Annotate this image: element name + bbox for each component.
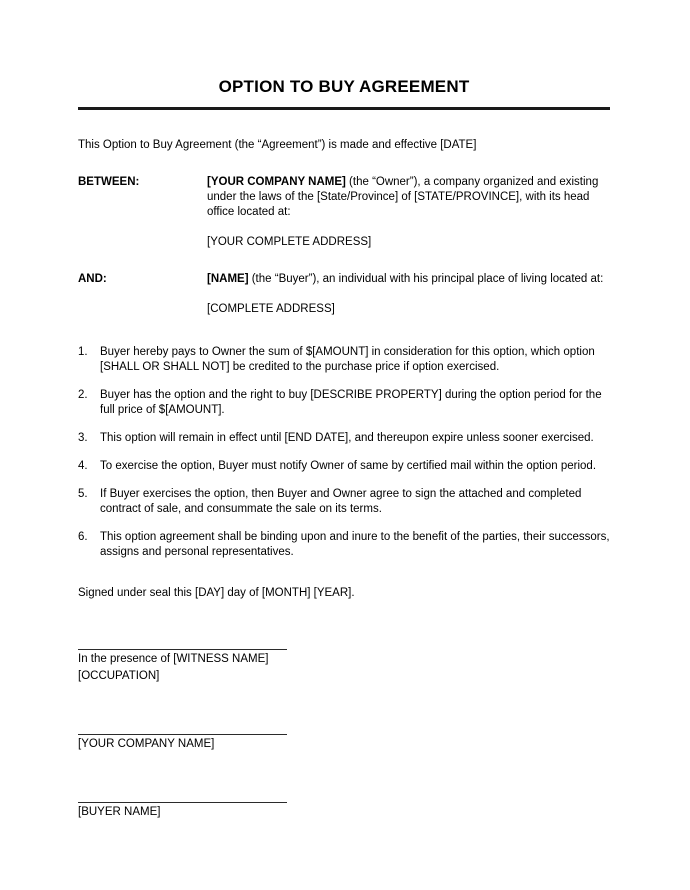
clause-number: 1. bbox=[78, 346, 88, 358]
party-description-owner bbox=[207, 175, 610, 220]
signature-caption: [BUYER NAME] bbox=[78, 806, 161, 818]
signature-block-witness bbox=[78, 649, 287, 684]
party-rest-buyer: (the “Buyer”), an individual with his principal place of living located at: bbox=[248, 273, 604, 285]
signature-line bbox=[78, 802, 287, 803]
clause-item bbox=[78, 388, 610, 418]
party-name-buyer: [NAME] bbox=[207, 273, 249, 285]
document-body bbox=[78, 0, 610, 820]
clause-list bbox=[78, 345, 610, 560]
clause-item bbox=[78, 487, 610, 517]
signature-block-company bbox=[78, 734, 287, 752]
intro-paragraph: This Option to Buy Agreement (the “Agreement”) is made and effective [DATE] bbox=[78, 139, 477, 151]
clause-text: Buyer has the option and the right to buy [DESCRIBE PROPERTY] during the option period for the full price of $[AMOUNT]. bbox=[100, 389, 602, 416]
party-details-buyer bbox=[207, 272, 610, 317]
signature-line bbox=[78, 649, 287, 650]
clause-item bbox=[78, 530, 610, 560]
party-rest-owner: (the “Owner”), a company organized and existing under the laws of the [State/Province] of [STATE/PROVINCE], with its head office located at: bbox=[207, 176, 599, 218]
party-name-owner: [YOUR COMPANY NAME] bbox=[207, 176, 346, 188]
party-description-buyer bbox=[207, 272, 610, 287]
signature-caption: [YOUR COMPANY NAME] bbox=[78, 738, 215, 750]
clause-number: 6. bbox=[78, 531, 88, 543]
signature-caption: In the presence of [WITNESS NAME] bbox=[78, 653, 269, 665]
party-label-between: BETWEEN: bbox=[78, 176, 140, 188]
clause-item bbox=[78, 431, 610, 446]
party-block-owner bbox=[78, 175, 610, 250]
clause-item bbox=[78, 459, 610, 474]
clause-text: If Buyer exercises the option, then Buyer and Owner agree to sign the attached and completed contract of sale, and consummate the sale on its terms. bbox=[100, 488, 582, 515]
signature-block-buyer bbox=[78, 802, 287, 820]
party-label-and: AND: bbox=[78, 273, 107, 285]
title-divider bbox=[78, 107, 610, 110]
signed-under-seal-statement: Signed under seal this [DAY] day of [MONTH] [YEAR]. bbox=[78, 587, 355, 599]
signature-line bbox=[78, 734, 287, 735]
clause-text: To exercise the option, Buyer must notify Owner of same by certified mail within the option period. bbox=[100, 460, 597, 472]
page-title: OPTION TO BUY AGREEMENT bbox=[218, 77, 470, 96]
clause-number: 3. bbox=[78, 432, 88, 444]
clause-number: 2. bbox=[78, 389, 88, 401]
clause-text: Buyer hereby pays to Owner the sum of $[AMOUNT] in consideration for this option, which option [SHALL OR SHALL NOT] be credited to the purchase price if option exercised. bbox=[100, 346, 595, 373]
party-address-owner: [YOUR COMPLETE ADDRESS] bbox=[207, 236, 372, 248]
clause-text: This option will remain in effect until [END DATE], and thereupon expire unless sooner exercised. bbox=[100, 432, 594, 444]
party-address-buyer: [COMPLETE ADDRESS] bbox=[207, 303, 335, 315]
party-block-buyer bbox=[78, 272, 610, 317]
clause-number: 5. bbox=[78, 488, 88, 500]
signature-caption-secondary: [OCCUPATION] bbox=[78, 670, 160, 682]
party-details-owner bbox=[207, 175, 610, 250]
clause-number: 4. bbox=[78, 460, 88, 472]
clause-item bbox=[78, 345, 610, 375]
clause-text: This option agreement shall be binding upon and inure to the benefit of the parties, their successors, assigns and personal representatives. bbox=[100, 531, 610, 558]
